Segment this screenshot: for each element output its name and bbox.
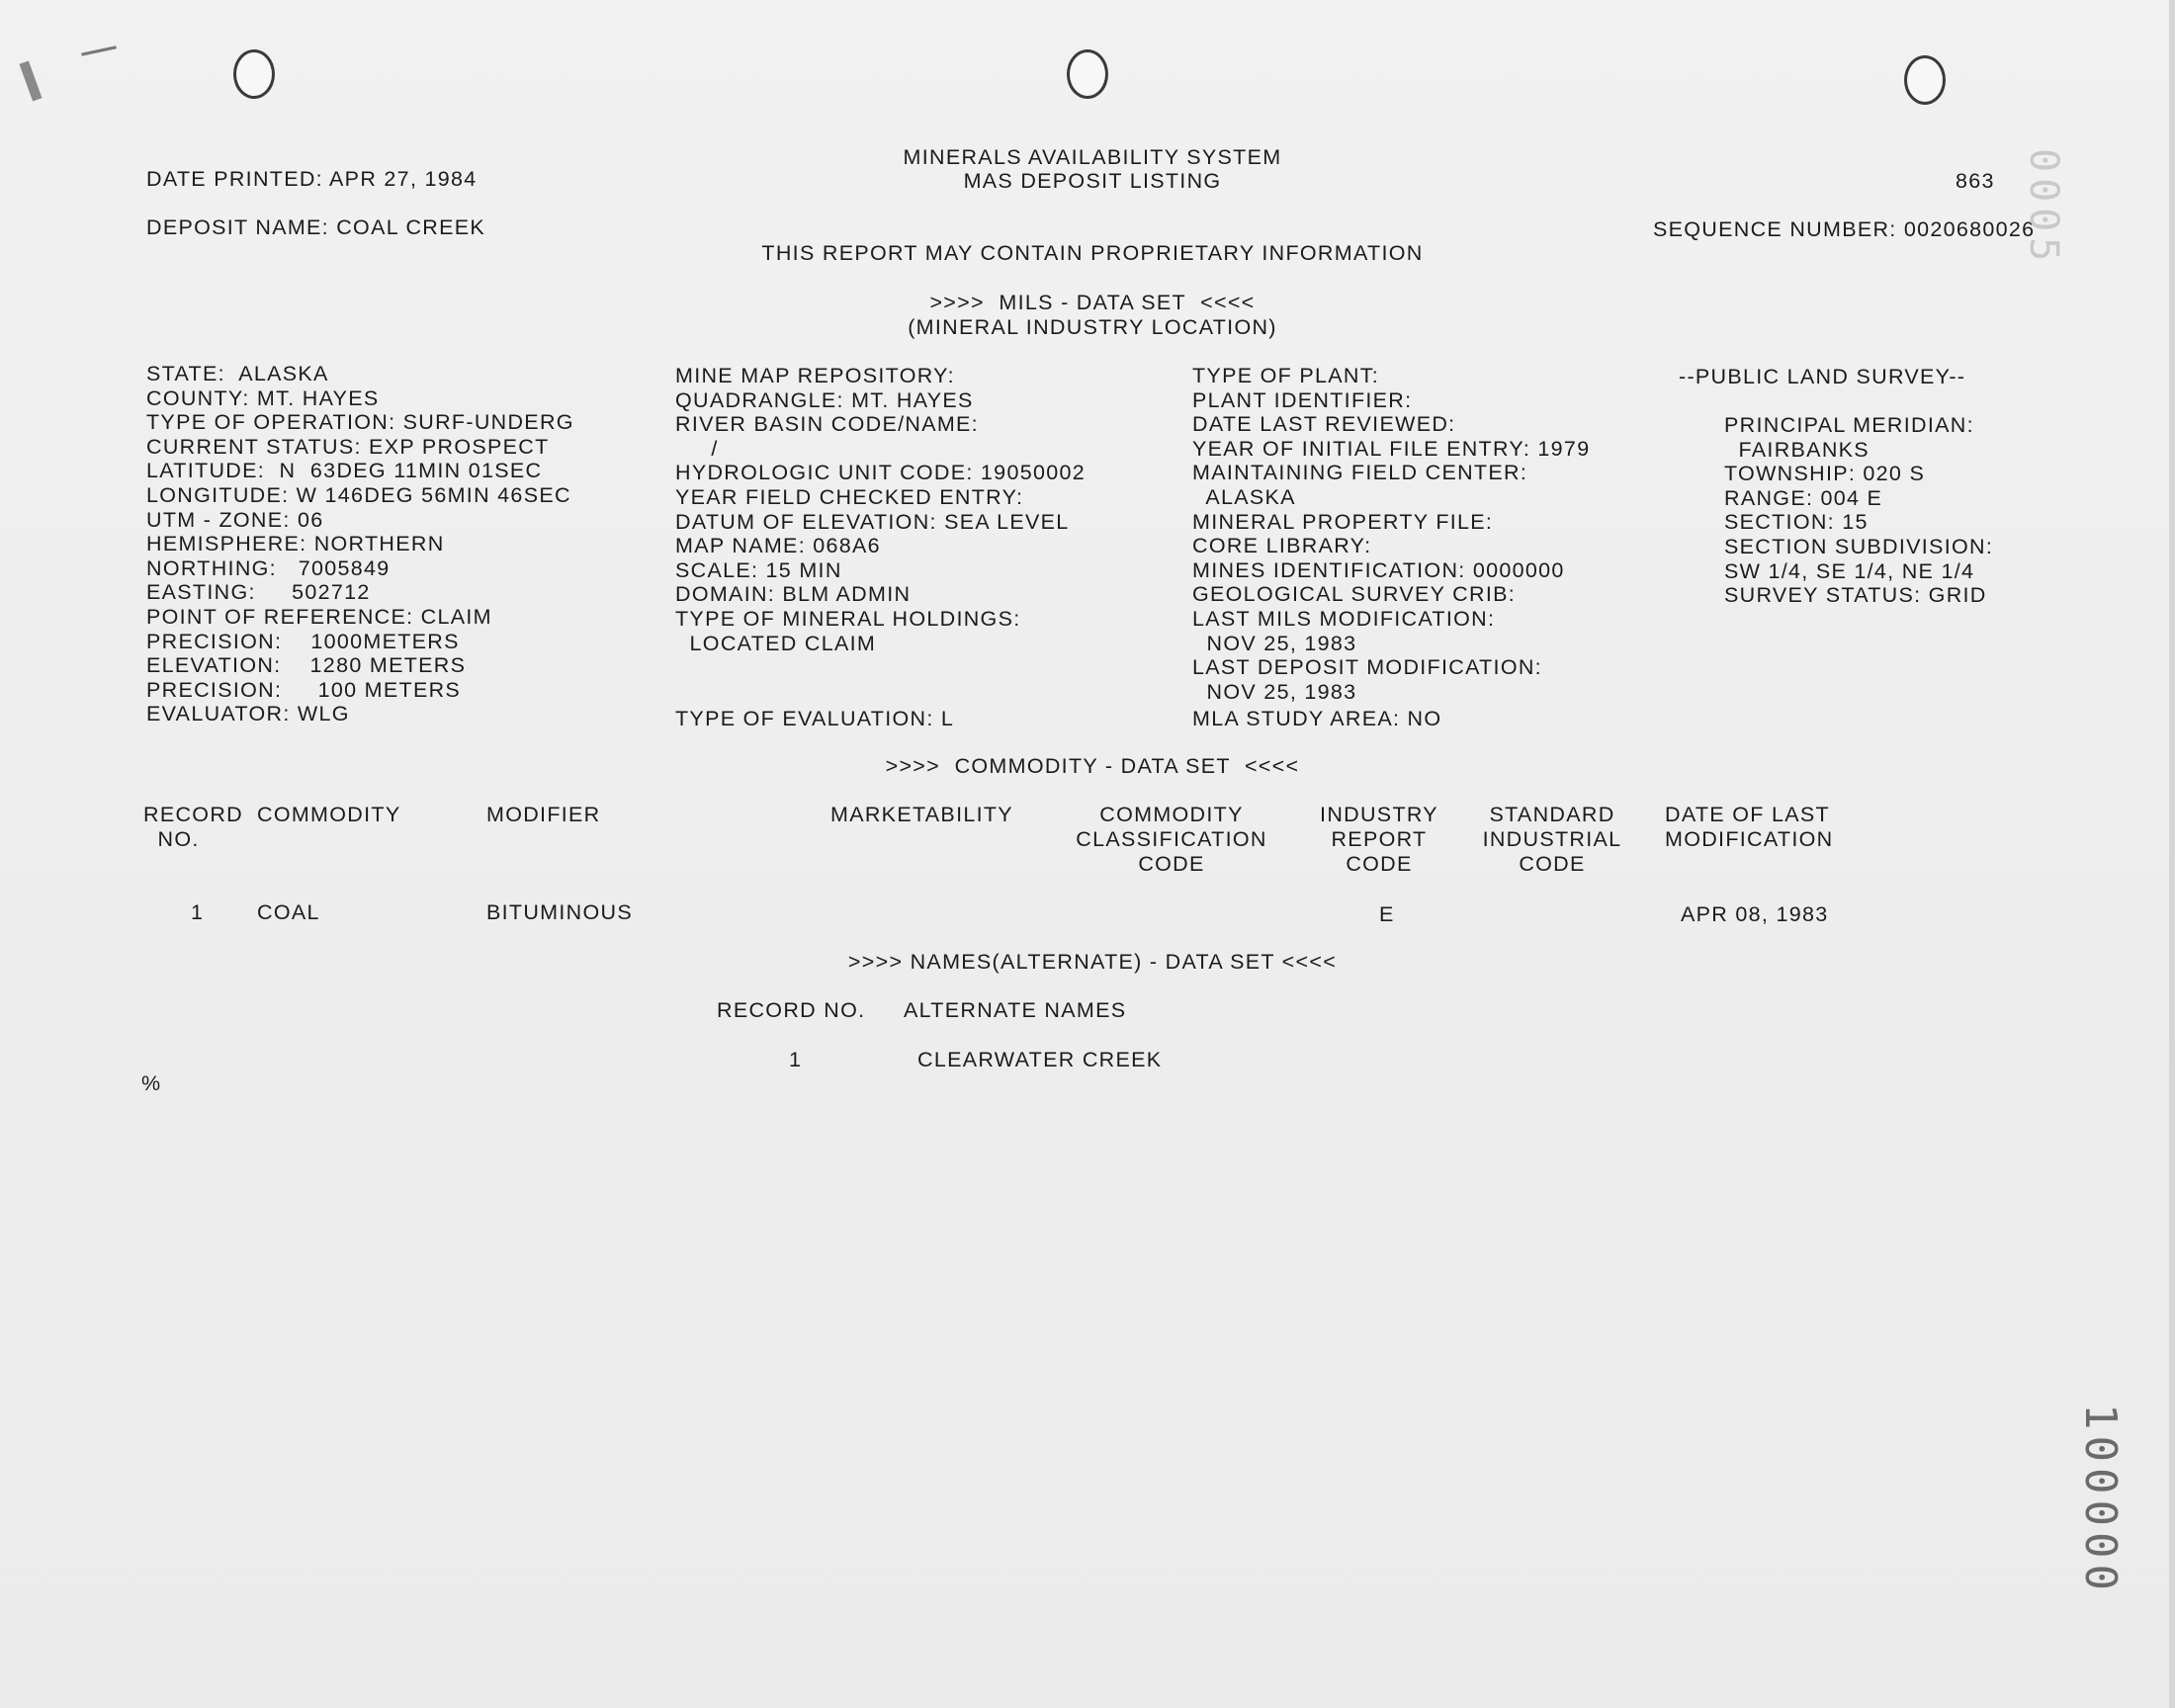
- public-land-survey-column: [1724, 413, 1993, 608]
- col3-line: LAST DEPOSIT MODIFICATION:: [1192, 655, 1542, 680]
- names-heading: >>>> NAMES(ALTERNATE) - DATA SET <<<<: [847, 950, 1338, 974]
- col1-line: EASTING: 502712: [146, 580, 371, 605]
- col1-line: HEMISPHERE: NORTHERN: [146, 532, 445, 556]
- commodity-heading: >>>> COMMODITY - DATA SET <<<<: [885, 754, 1300, 778]
- col1-line: UTM - ZONE: 06: [146, 507, 324, 532]
- punch-hole-left: [233, 49, 275, 99]
- page-number: 863: [1956, 169, 1995, 193]
- names-header-record-no: RECORD NO.: [717, 998, 866, 1022]
- public-land-survey-heading: --PUBLIC LAND SURVEY--: [1679, 365, 1966, 388]
- col2-line: MINE MAP REPOSITORY:: [675, 364, 955, 387]
- names-row-record-no: 1: [789, 1048, 803, 1071]
- col2-line: DOMAIN: BLM ADMIN: [675, 582, 912, 607]
- col2-line: YEAR FIELD CHECKED ENTRY:: [675, 484, 1024, 509]
- footer-mark: %: [141, 1071, 162, 1095]
- col4-line: TOWNSHIP: 020 S: [1724, 462, 1926, 486]
- col2-line: RIVER BASIN CODE/NAME:: [675, 412, 979, 437]
- col-header-standard-industrial-code: STANDARD INDUSTRIAL CODE: [1482, 803, 1622, 876]
- row-commodity: COAL: [257, 900, 320, 924]
- names-row-alternate-name: CLEARWATER CREEK: [917, 1048, 1163, 1071]
- col1-line: NORTHING: 7005849: [146, 555, 391, 580]
- col1-line: LONGITUDE: W 146DEG 56MIN 46SEC: [146, 482, 571, 507]
- mils-heading: >>>> MILS - DATA SET <<<<: [929, 291, 1256, 314]
- col3-line: LAST MILS MODIFICATION:: [1192, 606, 1496, 631]
- col3-line: TYPE OF PLANT:: [1192, 364, 1380, 387]
- col-header-modifier: MODIFIER: [486, 803, 601, 826]
- col-header-commodity: COMMODITY: [257, 803, 401, 826]
- col2-line: MAP NAME: 068A6: [675, 534, 881, 558]
- col1-line: PRECISION: 1000METERS: [146, 629, 460, 653]
- col2-line: QUADRANGLE: MT. HAYES: [675, 387, 974, 412]
- sequence-number: SEQUENCE NUMBER: 0020680026: [1653, 217, 2036, 241]
- col3-line: NOV 25, 1983: [1192, 631, 1357, 655]
- col1-line: POINT OF REFERENCE: CLAIM: [146, 604, 492, 629]
- col-header-industry-report-code: INDUSTRY REPORT CODE: [1320, 803, 1438, 876]
- col4-line: RANGE: 004 E: [1724, 485, 1883, 510]
- type-of-evaluation: TYPE OF EVALUATION: L: [675, 707, 955, 730]
- col1-line: ELEVATION: 1280 METERS: [146, 653, 467, 678]
- col-header-date-last-modification: DATE OF LAST MODIFICATION: [1665, 803, 1834, 851]
- col4-line: SECTION: 15: [1724, 510, 1869, 535]
- col4-line: SURVEY STATUS: GRID: [1724, 583, 1987, 608]
- col2-line: DATUM OF ELEVATION: SEA LEVEL: [675, 509, 1070, 534]
- col1-line: STATE: ALASKA: [146, 362, 329, 385]
- col2-line: TYPE OF MINERAL HOLDINGS:: [675, 606, 1021, 631]
- col2-line: /: [675, 436, 719, 461]
- row-date-last-modification: APR 08, 1983: [1681, 902, 1829, 926]
- col3-line: MAINTAINING FIELD CENTER:: [1192, 461, 1528, 485]
- listing-title: MAS DEPOSIT LISTING: [963, 169, 1222, 193]
- col1-line: COUNTY: MT. HAYES: [146, 385, 380, 410]
- system-title: MINERALS AVAILABILITY SYSTEM: [903, 145, 1282, 169]
- margin-stamp-bottom: 100000: [2075, 1404, 2126, 1596]
- names-header-alternate-names: ALTERNATE NAMES: [904, 998, 1127, 1022]
- row-modifier: BITUMINOUS: [486, 900, 633, 924]
- col4-line: PRINCIPAL MERIDIAN:: [1724, 413, 1974, 437]
- col1-line: LATITUDE: N 63DEG 11MIN 01SEC: [146, 459, 543, 483]
- col3-line: CORE LIBRARY:: [1192, 534, 1372, 558]
- mils-plant-column: [1192, 364, 1590, 704]
- proprietary-notice: THIS REPORT MAY CONTAIN PROPRIETARY INFORMATION: [761, 241, 1424, 265]
- mla-study-area: MLA STUDY AREA: NO: [1192, 707, 1442, 730]
- col2-line: SCALE: 15 MIN: [675, 557, 842, 582]
- col3-line: MINERAL PROPERTY FILE:: [1192, 509, 1494, 534]
- col4-line: SECTION SUBDIVISION:: [1724, 534, 1994, 558]
- deposit-name: DEPOSIT NAME: COAL CREEK: [146, 215, 486, 239]
- date-printed: DATE PRINTED: APR 27, 1984: [146, 167, 478, 191]
- punch-hole-right: [1904, 55, 1946, 105]
- punch-hole-center: [1067, 49, 1108, 99]
- col3-line: ALASKA: [1192, 484, 1296, 509]
- col-header-classification: COMMODITY CLASSIFICATION CODE: [1076, 803, 1267, 876]
- col3-line: DATE LAST REVIEWED:: [1192, 412, 1456, 437]
- mils-location-column: [146, 362, 574, 726]
- scan-mark: [81, 45, 117, 55]
- col3-line: MINES IDENTIFICATION: 0000000: [1192, 557, 1565, 582]
- col1-line: PRECISION: 100 METERS: [146, 677, 462, 702]
- mils-subheading: (MINERAL INDUSTRY LOCATION): [908, 315, 1277, 339]
- col1-line: TYPE OF OPERATION: SURF-UNDERG: [146, 410, 574, 435]
- col4-line: SW 1/4, SE 1/4, NE 1/4: [1724, 558, 1975, 583]
- mils-repository-column: [675, 364, 1086, 655]
- scan-mark: [19, 60, 42, 101]
- row-industry-report-code: E: [1379, 902, 1395, 926]
- margin-stamp-top: 0005: [2021, 148, 2066, 268]
- col3-line: NOV 25, 1983: [1192, 679, 1357, 704]
- page-edge: [2169, 0, 2175, 1708]
- col1-line: CURRENT STATUS: EXP PROSPECT: [146, 434, 550, 459]
- col1-line: EVALUATOR: WLG: [146, 702, 350, 726]
- col-header-marketability: MARKETABILITY: [830, 803, 1013, 826]
- col3-line: GEOLOGICAL SURVEY CRIB:: [1192, 582, 1517, 607]
- row-record-no: 1: [191, 900, 205, 924]
- col2-line: LOCATED CLAIM: [675, 631, 877, 655]
- col2-line: HYDROLOGIC UNIT CODE: 19050002: [675, 461, 1086, 485]
- col3-line: PLANT IDENTIFIER:: [1192, 387, 1413, 412]
- col3-line: YEAR OF INITIAL FILE ENTRY: 1979: [1192, 436, 1591, 461]
- col-header-record-no: RECORD NO.: [143, 803, 243, 851]
- col4-line: FAIRBANKS: [1724, 437, 1870, 462]
